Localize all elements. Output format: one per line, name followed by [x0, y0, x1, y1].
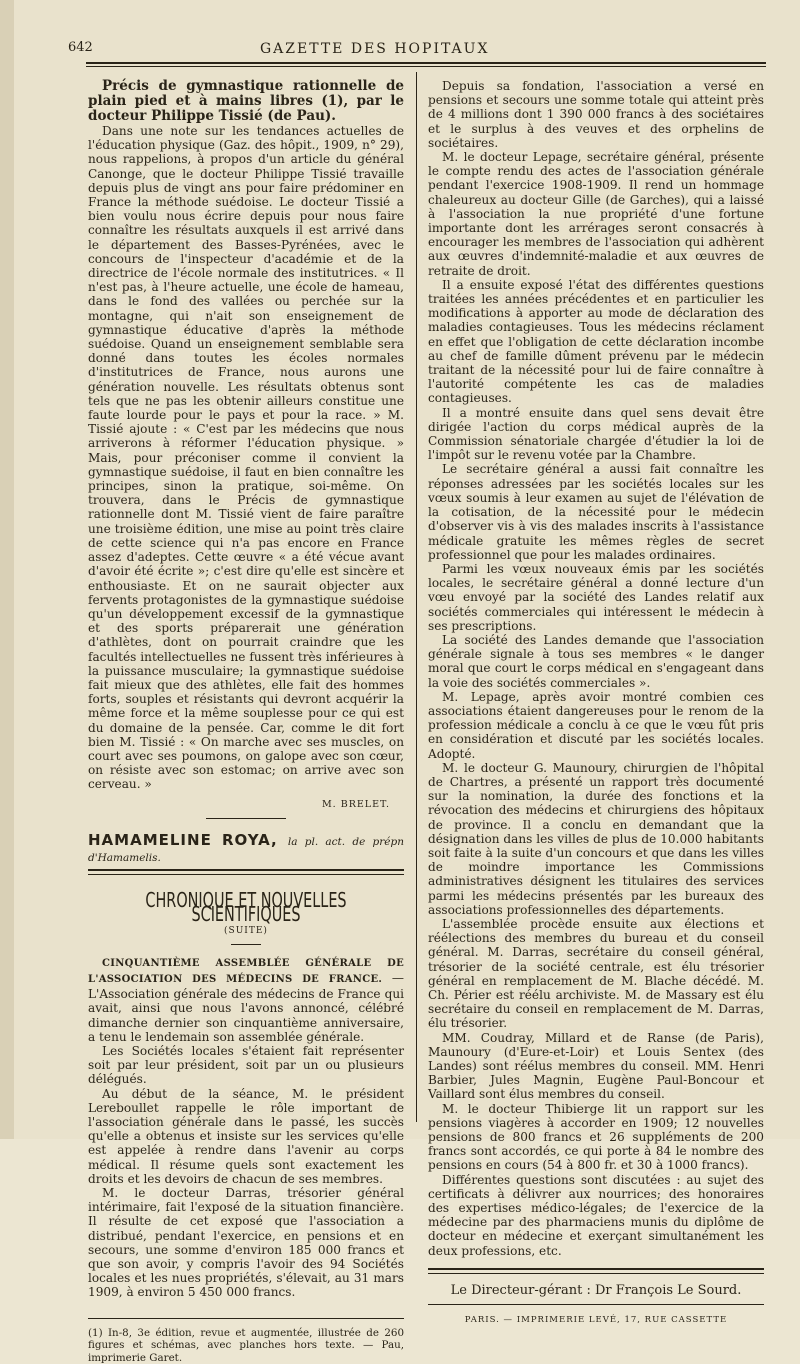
footnote: (1) In-8, 3e édition, revue et augmentée, illustrée de 260 figures et schémas, avec planches hors texte. — Pau, imprimerie Garet.	[88, 1326, 404, 1364]
report-intro	[88, 955, 404, 1044]
header-rule-thick	[86, 62, 766, 64]
report-paragraph: Parmi les vœux nouveaux émis par les sociétés locales, le secrétaire général a donné lecture d'un vœu envoyé par la société des Landes relatif aux sociétés commerciales qui intéressent le médecin à ses prescriptions.	[428, 561, 764, 633]
report-paragraph: Il a ensuite exposé l'état des différentes questions traitées les années précédentes et en particulier les modifications à apporter au mode de déclaration des maladies contagieuses. Tous les médecins réclament en effet que l'obligation de cette déclaration incombe au chef de famille dûment prévenu par le médecin traitant de la nécessité pour lui de faire connaître à l'autorité compétente les cas de maladies contagieuses.	[428, 277, 764, 406]
running-title: GAZETTE DES HOPITAUX	[260, 41, 490, 57]
ad-tagline: la pl. act. de prépn d'Hamamelis.	[88, 835, 404, 864]
closing-rule	[428, 1268, 764, 1274]
ad-brand: HAMAMELINE ROYA,	[88, 830, 278, 849]
advertisement	[88, 830, 404, 865]
report-paragraph: MM. Coudray, Millard et de Ranse (de Paris), Maunoury (d'Eure-et-Loir) et Louis Sentex (des Landes) sont réélus membres du conseil. MM. Henri Barbier, Jules Magnin, Eugène Paul-Boncour et Vaillard sont élus membres du conseil.	[428, 1030, 764, 1102]
right-column	[428, 79, 764, 1327]
report-paragraph: M. le docteur G. Maunoury, chirurgien de l'hôpital de Chartres, a présenté un rapport très documenté sur la nomination, la durée des fonctions et la révocation des médecins et chirurgiens des hôpitaux de province. Il a conclu en demandant que la désignation dans les villes de plus de 10.000 habitants soit faite à la suite d'un concours et que dans les villes de moindre importance les Commissions administratives désignent les titulaires des services parmi les médecins présentés par les bureaux des associations professionnelles des départements.	[428, 760, 764, 917]
header-rule-thin	[86, 66, 766, 67]
report-paragraph: Différentes questions sont discutées : au sujet des certificats à délivrer aux nourrices; des honoraires des expertises médico-légales; de l'exercice de la médecine par des pharmaciens munis du diplôme de docteur en médecine et exerçant simultanément les deux professions, etc.	[428, 1172, 764, 1258]
section-subtitle: (SUITE)	[224, 925, 268, 936]
ad-rule	[88, 869, 404, 875]
printer-line: PARIS. — IMPRIMERIE LEVÉ, 17, RUE CASSETTE	[464, 1315, 728, 1326]
report-paragraph: L'assemblée procède ensuite aux élections et réélections des membres du bureau et du conseil général. M. Darras, secrétaire du conseil général, trésorier de la société centrale, est élu trésorier général en remplacement de M. Blache décédé. M. Ch. Périer est réélu archiviste. M. de Massary est élu secrétaire du conseil en remplacement de M. Darras, élu trésorier.	[428, 916, 764, 1031]
footnote-rule	[88, 1318, 404, 1319]
column-divider	[416, 72, 417, 1122]
report-paragraph: Il a montré ensuite dans quel sens devait être dirigée l'action du corps médical auprès de la Commission sénatoriale chargée d'étudier la loi de l'impôt sur le revenu votée par la Chambre.	[428, 405, 764, 463]
report-paragraph: — L'Association générale des médecins de France qui avait, ainsi que nous l'avons annoncé, célébré dimanche dernier son cinquantième anniversaire, a tenu le lendemain son assemblée générale.	[88, 970, 404, 1044]
report-paragraph: Le secrétaire général a aussi fait connaître les réponses adressées par les sociétés locales sur les vœux soumis à leur examen au sujet de l'élévation de la cotisation, de la nécessité pour le médecin d'observer vis à vis des malades inscrits à l'assistance médicale gratuite les mêmes règles de secret professionnel que pour les malades ordinaires.	[428, 462, 764, 562]
article-signature: M. BRELET.	[321, 798, 390, 810]
separator-rule	[206, 818, 286, 819]
page-number: 642	[68, 40, 93, 55]
left-column	[88, 79, 404, 1364]
report-paragraph: Depuis sa fondation, l'association a versé en pensions et secours une somme totale qui atteint près de 4 millions dont 1 390 000 francs à des sociétaires et le surplus à des veuves et des orphelins de sociétaires.	[428, 79, 764, 150]
report-paragraph: M. le docteur Lepage, secrétaire général, présente le compte rendu des actes de l'association générale pendant l'exercice 1908-1909. Il rend un hommage chaleureux au docteur Gille (de Garches), qui a laissé à l'association la nue propriété d'une fortune importante dont les arrérages seront consacrés à encourager les membres de l'association qui adhèrent aux œuvres d'indemnité-maladie et aux œuvres de retraite de droit.	[428, 150, 764, 278]
page-edge	[0, 0, 14, 1139]
article-title: Précis de gymnastique rationnelle de plain pied et à mains libres (1), par le docteur Philippe Tissié (de Pau).	[88, 78, 404, 124]
report-paragraph: M. le docteur Thibierge lit un rapport sur les pensions viagères à accorder en 1909; 12 nouvelles pensions de 800 francs et 26 suppléments de 200 francs sont accordés, ce qui porte à 84 le nombre des pensions en cours (54 à 800 fr. et 30 à 1000 francs).	[428, 1101, 764, 1173]
section-title: CHRONIQUE ET NOUVELLES SCIENTIFIQUES	[145, 888, 347, 927]
director-line: Le Directeur-gérant : Dr François Le Sourd.	[450, 1282, 742, 1298]
article-paragraph: Dans une note sur les tendances actuelles de l'éducation physique (Gaz. des hôpit., 1909, n° 29), nous rappelions, à propos d'un article du général Canonge, que le docteur Philippe Tissié travaille depuis plus de vingt ans pour faire prédominer en France la méthode suédoise. Le docteur Tissié a bien voulu nous écrire depuis pour nous faire connaître les résultats auxquels il est arrivé dans le département des Basses-Pyrénées, avec le concours de l'inspecteur d'académie et de la directrice de l'école normale des institutrices. « Il n'est pas, à l'heure actuelle, une école de hameau, dans le fond des vallées ou perchée sur la montagne, qui n'ait son enseignement de gymnastique éducative d'après la méthode suédoise. Quand un enseignement semblable sera donné dans toutes les écoles normales d'institutrices de France, nous aurons une génération nouvelle. Les résultats obtenus sont tels que ne pas les obtenir ailleurs constitue une faute lourde pour le pays et pour la race. » M. Tissié ajoute : « C'est par les médecins que nous arriverons à réformer l'éducation physique. » Mais, pour préconiser comme il convient la gymnastique suédoise, il faut en bien connaître les principes, sinon la pratique, soi-même. On trouvera, dans le Précis de gymnastique rationnelle dont M. Tissié vient de faire paraître une troisième édition, une mise au point très claire de cette science qui n'a pas encore en France assez d'adeptes. Cette œuvre « a été vécue avant d'avoir été écrite »; c'est dire qu'elle est sincère et enthousiaste. Et on ne saurait objecter aux fervents protagonistes de la gymnastique suédoise qu'un développement excessif de la gymnastique et des sports préparerait une génération d'athlètes, dont on pourrait craindre que les facultés intellectuelles ne fussent très inférieures à la puissance musculaire; la gymnastique suédoise fait mieux que des athlètes, elle fait des hommes forts, souples et résistants qui devront acquérir la même force et la même souplesse pour ce qui est du domaine de la pensée. Car, comme le dit fort bien M. Tissié : « On marche avec ses muscles, on court avec ses poumons, on galope avec son cœur, on résiste avec son estomac; on arrive avec son cerveau. »	[88, 124, 404, 792]
report-paragraph: M. Lepage, après avoir montré combien ces associations étaient dangereuses pour le renom de la profession médicale a conclu à ce que le vœu fût pris en considération et discuté par les sociétés locales. Adopté.	[428, 689, 764, 761]
report-paragraph: M. le docteur Darras, trésorier général intérimaire, fait l'exposé de la situation financière. Il résulte de cet exposé que l'association a distribué, pendant l'exercice, en pensions et en secours, une somme d'environ 185 000 francs et que son avoir, y compris l'avoir des 94 Sociétés locales et les nues propriétés, s'élevait, au 31 mars 1909, à environ 5 450 000 francs.	[88, 1186, 404, 1300]
report-paragraph: La société des Landes demande que l'association générale signale à tous ses membres « le danger moral que court le corps médical en s'engageant dans la voie des sociétés commerciales ».	[428, 632, 764, 690]
report-heading: CINQUANTIÈME ASSEMBLÉE GÉNÉRALE DE L'ASSOCIATION DES MÉDECINS DE FRANCE.	[88, 957, 404, 985]
printer-rule	[428, 1304, 764, 1305]
section-rule	[231, 944, 261, 945]
report-paragraph: Au début de la séance, M. le président Lereboullet rappelle le rôle important de l'association générale dans le passé, les succès qu'elle a obtenus et insiste sur les services qu'elle est appelée à rendre dans l'avenir au corps médical. Il résume quels sont exactement les droits et les devoirs de chacun de ses membres.	[88, 1086, 404, 1186]
report-paragraph: Les Sociétés locales s'étaient fait représenter soit par leur président, soit par un ou plusieurs délégués.	[88, 1043, 404, 1087]
